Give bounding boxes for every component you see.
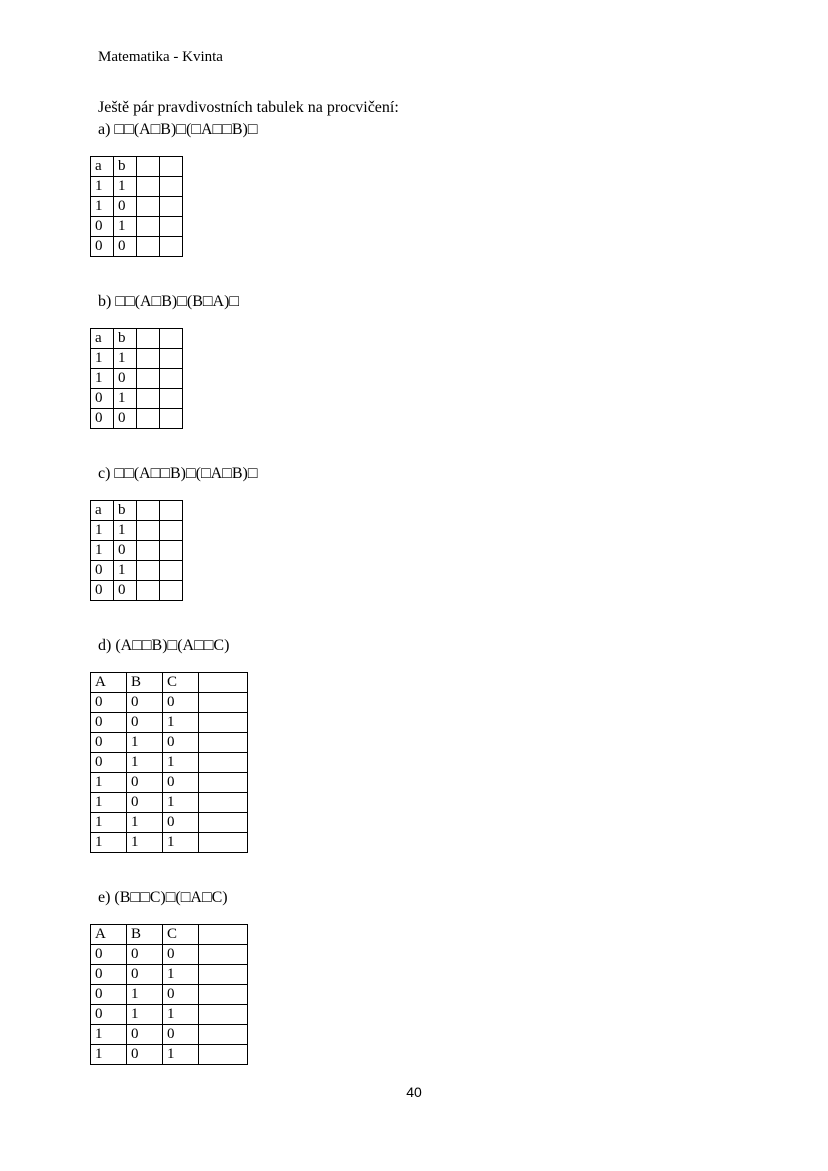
table-cell	[199, 985, 248, 1005]
table-cell: 0	[91, 389, 114, 409]
table-row	[91, 409, 183, 429]
table-cell: 0	[91, 409, 114, 429]
table-cell: 0	[163, 733, 199, 753]
table-header-row	[91, 925, 248, 945]
table-cell: 0	[114, 581, 137, 601]
table-row	[91, 945, 248, 965]
table-header-row	[91, 673, 248, 693]
table-cell: 1	[163, 1005, 199, 1025]
table-row	[91, 793, 248, 813]
exercise-e-label: e) (B□□C)□(□A□C)	[98, 889, 228, 906]
table-row	[91, 985, 248, 1005]
exercise-b-label: b) □□(A□B)□(B□A)□	[98, 293, 240, 310]
table-cell: 1	[163, 713, 199, 733]
header-cell: a	[91, 501, 114, 521]
table-cell: 0	[91, 1005, 127, 1025]
header-cell: B	[127, 925, 163, 945]
table-row	[91, 1005, 248, 1025]
table-header-row	[91, 329, 183, 349]
table-cell	[160, 581, 183, 601]
table-cell: 1	[114, 217, 137, 237]
header-cell	[199, 673, 248, 693]
table-cell	[160, 217, 183, 237]
table-cell	[160, 369, 183, 389]
exercise-a-label: a) □□(A□B)□(□A□□B)□	[98, 121, 258, 138]
table-cell: 0	[91, 581, 114, 601]
table-cell	[137, 541, 160, 561]
table-cell: 1	[91, 369, 114, 389]
table-row	[91, 1045, 248, 1065]
table-cell	[199, 793, 248, 813]
table-cell: 1	[91, 541, 114, 561]
table-cell	[160, 409, 183, 429]
header-cell: a	[91, 329, 114, 349]
table-row	[91, 349, 183, 369]
table-cell: 1	[127, 813, 163, 833]
table-row	[91, 197, 183, 217]
table-cell	[137, 409, 160, 429]
table-cell	[137, 197, 160, 217]
table-cell: 1	[127, 753, 163, 773]
table-cell: 1	[91, 197, 114, 217]
truth-table-b	[90, 328, 183, 429]
table-cell: 0	[127, 693, 163, 713]
table-cell: 0	[91, 217, 114, 237]
table-cell	[137, 217, 160, 237]
header-cell	[199, 925, 248, 945]
table-cell: 1	[127, 733, 163, 753]
truth-table-d	[90, 672, 248, 853]
page-number: 40	[406, 1084, 422, 1100]
header-cell	[137, 501, 160, 521]
table-cell	[199, 713, 248, 733]
table-cell: 0	[163, 985, 199, 1005]
table-row	[91, 833, 248, 853]
table-cell	[137, 521, 160, 541]
table-cell: 0	[91, 985, 127, 1005]
table-row	[91, 773, 248, 793]
table-cell: 1	[91, 813, 127, 833]
truth-table-e	[90, 924, 248, 1065]
table-row	[91, 521, 183, 541]
table-cell	[160, 349, 183, 369]
table-cell: 1	[114, 561, 137, 581]
table-cell: 1	[127, 1005, 163, 1025]
table-cell: 0	[91, 713, 127, 733]
table-cell: 1	[127, 833, 163, 853]
table-cell: 0	[127, 1025, 163, 1045]
table-cell: 1	[91, 793, 127, 813]
table-cell: 0	[127, 793, 163, 813]
header-cell	[137, 329, 160, 349]
header-cell	[160, 329, 183, 349]
header-cell: B	[127, 673, 163, 693]
header-cell	[137, 157, 160, 177]
table-row	[91, 733, 248, 753]
table-cell	[137, 389, 160, 409]
table-cell	[199, 1005, 248, 1025]
table-cell: 0	[163, 813, 199, 833]
table-row	[91, 693, 248, 713]
table-cell: 1	[163, 1045, 199, 1065]
table-cell	[137, 237, 160, 257]
table-row	[91, 541, 183, 561]
table-cell: 0	[114, 237, 137, 257]
table-cell: 1	[114, 349, 137, 369]
table-cell	[199, 813, 248, 833]
table-cell	[137, 561, 160, 581]
table-header-row	[91, 157, 183, 177]
table-cell: 0	[127, 773, 163, 793]
table-cell: 0	[91, 693, 127, 713]
table-cell: 1	[91, 833, 127, 853]
table-cell	[137, 177, 160, 197]
table-cell	[199, 693, 248, 713]
header-cell: b	[114, 157, 137, 177]
table-cell	[160, 237, 183, 257]
table-cell: 0	[127, 945, 163, 965]
table-row	[91, 177, 183, 197]
header-cell: a	[91, 157, 114, 177]
exercise-c-label: c) □□(A□□B)□(□A□B)□	[98, 465, 258, 482]
table-cell: 1	[114, 521, 137, 541]
table-cell	[160, 177, 183, 197]
table-row	[91, 1025, 248, 1045]
table-cell: 0	[91, 561, 114, 581]
table-row	[91, 753, 248, 773]
table-cell: 1	[91, 349, 114, 369]
table-cell	[137, 369, 160, 389]
table-cell: 1	[91, 1025, 127, 1045]
header-cell: b	[114, 329, 137, 349]
table-cell: 1	[91, 773, 127, 793]
table-row	[91, 965, 248, 985]
table-cell	[160, 389, 183, 409]
table-cell: 0	[91, 237, 114, 257]
table-cell: 0	[127, 965, 163, 985]
intro-text: Ještě pár pravdivostních tabulek na procvičení:	[98, 99, 399, 116]
table-cell: 0	[127, 1045, 163, 1065]
table-cell: 1	[163, 833, 199, 853]
table-cell: 0	[163, 773, 199, 793]
exercise-d-label: d) (A□□B)□(A□□C)	[98, 637, 230, 654]
table-cell	[199, 1045, 248, 1065]
header-cell: C	[163, 673, 199, 693]
table-cell: 0	[91, 753, 127, 773]
truth-table-a	[90, 156, 183, 257]
table-cell: 1	[163, 753, 199, 773]
table-cell	[160, 197, 183, 217]
table-cell: 0	[163, 693, 199, 713]
table-cell: 0	[91, 733, 127, 753]
table-cell	[160, 561, 183, 581]
table-cell	[199, 773, 248, 793]
table-cell: 0	[127, 713, 163, 733]
table-cell	[160, 521, 183, 541]
table-cell	[199, 1025, 248, 1045]
table-cell: 1	[91, 521, 114, 541]
table-cell	[199, 753, 248, 773]
table-cell: 0	[163, 1025, 199, 1045]
header-cell: b	[114, 501, 137, 521]
table-cell	[160, 541, 183, 561]
table-cell: 1	[163, 965, 199, 985]
table-row	[91, 369, 183, 389]
table-row	[91, 813, 248, 833]
table-cell: 0	[91, 945, 127, 965]
table-cell	[199, 833, 248, 853]
table-cell: 1	[91, 177, 114, 197]
table-cell: 0	[114, 197, 137, 217]
truth-table-c	[90, 500, 183, 601]
table-cell: 0	[91, 965, 127, 985]
table-row	[91, 217, 183, 237]
table-header-row	[91, 501, 183, 521]
page-header: Matematika - Kvinta	[98, 49, 223, 65]
table-cell	[199, 965, 248, 985]
table-cell: 0	[114, 369, 137, 389]
table-cell	[137, 581, 160, 601]
table-row	[91, 389, 183, 409]
table-row	[91, 581, 183, 601]
header-cell	[160, 157, 183, 177]
table-cell: 1	[114, 389, 137, 409]
table-cell	[137, 349, 160, 369]
table-cell	[199, 945, 248, 965]
table-cell	[199, 733, 248, 753]
table-row	[91, 713, 248, 733]
table-cell: 1	[127, 985, 163, 1005]
table-cell: 0	[114, 409, 137, 429]
header-cell: A	[91, 925, 127, 945]
header-cell: C	[163, 925, 199, 945]
table-cell: 0	[163, 945, 199, 965]
table-cell: 0	[114, 541, 137, 561]
table-row	[91, 237, 183, 257]
header-cell	[160, 501, 183, 521]
header-cell: A	[91, 673, 127, 693]
table-cell: 1	[163, 793, 199, 813]
table-row	[91, 561, 183, 581]
table-cell: 1	[91, 1045, 127, 1065]
table-cell: 1	[114, 177, 137, 197]
